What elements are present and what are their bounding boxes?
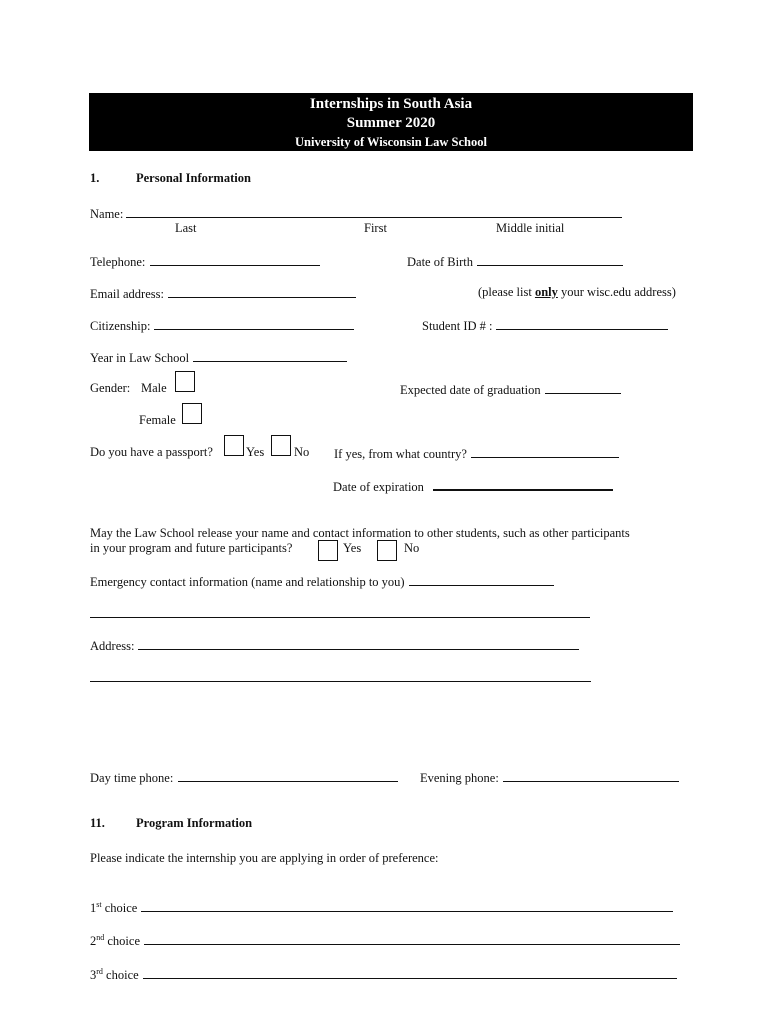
choice-2-suffix: nd [96, 932, 105, 942]
choice-3-label [90, 967, 139, 983]
name-row [90, 205, 622, 222]
telephone-label: Telephone: [90, 255, 146, 269]
passport-no-label: No [294, 445, 310, 459]
choice-1-word: choice [101, 901, 138, 915]
gender-male-label: Male [141, 381, 167, 395]
name-field[interactable] [126, 205, 622, 218]
emergency-field-line2[interactable] [90, 605, 590, 618]
gender-female-label: Female [139, 413, 176, 427]
choice-2-row [90, 932, 680, 949]
release-question-line2: in your program and future participants? [90, 541, 293, 555]
school-name: University of Wisconsin Law School [295, 135, 487, 149]
dob-row [407, 253, 623, 270]
student-id-field[interactable] [496, 317, 668, 330]
email-note-post: your wisc.edu address) [557, 285, 676, 299]
passport-country-label: If yes, from what country? [334, 447, 467, 461]
section-2-number: 11. [90, 816, 105, 830]
release-no-label: No [404, 541, 420, 555]
address-field-line2[interactable] [90, 669, 591, 682]
emergency-row [90, 573, 554, 590]
passport-expiration-row [333, 477, 613, 495]
gender-male-checkbox[interactable] [175, 371, 195, 392]
telephone-row [90, 253, 320, 270]
graduation-field[interactable] [545, 381, 621, 394]
choice-1-label [90, 900, 137, 916]
emergency-field-line2-wrap [90, 605, 590, 622]
email-row [90, 285, 356, 302]
section-2-title: Program Information [136, 816, 253, 830]
choice-1-suffix: st [96, 899, 102, 909]
address-field-line2-wrap [90, 669, 591, 686]
form-title: Internships in South Asia [309, 96, 473, 112]
day-phone-field[interactable] [178, 769, 398, 782]
passport-yes-label: Yes [246, 445, 265, 459]
choice-3-num: 3 [90, 968, 97, 982]
evening-phone-row [420, 769, 679, 786]
passport-country-field[interactable] [471, 445, 619, 458]
year-field[interactable] [193, 349, 347, 362]
passport-yes-checkbox[interactable] [224, 435, 244, 456]
gender-label: Gender: [90, 381, 131, 395]
evening-phone-label: Evening phone: [420, 771, 499, 785]
section-1-title: Personal Information [136, 171, 251, 185]
email-note-pre: (please list [478, 285, 535, 299]
choice-3-word: choice [102, 968, 139, 982]
email-field[interactable] [168, 285, 356, 298]
name-sub-last: Last [175, 221, 197, 235]
year-row [90, 349, 347, 366]
graduation-row [400, 381, 621, 398]
choice-2-field[interactable] [144, 932, 680, 945]
email-note-emphasis: only [534, 285, 558, 299]
citizenship-label: Citizenship: [90, 319, 151, 333]
choice-2-num: 2 [90, 934, 97, 948]
form-header [89, 93, 693, 151]
release-yes-checkbox[interactable] [318, 540, 338, 561]
name-label: Name: [90, 207, 124, 221]
passport-expiration-field[interactable] [433, 477, 613, 491]
address-field[interactable] [138, 637, 579, 650]
graduation-label: Expected date of graduation [400, 383, 541, 397]
address-row [90, 637, 579, 654]
release-yes-label: Yes [343, 541, 362, 555]
choice-1-field[interactable] [141, 899, 673, 912]
section-1-number: 1. [90, 171, 100, 185]
choice-1-row [90, 899, 673, 916]
citizenship-field[interactable] [154, 317, 354, 330]
release-question-line1: May the Law School release your name and contact information to other students, such as other participants [90, 526, 630, 540]
choice-3-field[interactable] [143, 966, 677, 979]
choice-1-num: 1 [90, 901, 97, 915]
citizenship-row [90, 317, 354, 334]
emergency-field[interactable] [409, 573, 554, 586]
student-id-row [422, 317, 668, 334]
student-id-label: Student ID # : [422, 319, 493, 333]
program-instruction: Please indicate the internship you are applying in order of preference: [90, 851, 439, 865]
passport-no-checkbox[interactable] [271, 435, 291, 456]
day-phone-row [90, 769, 398, 786]
telephone-field[interactable] [150, 253, 320, 266]
emergency-label: Emergency contact information (name and relationship to you) [90, 575, 405, 589]
address-label: Address: [90, 639, 135, 653]
name-sub-first: First [364, 221, 387, 235]
choice-2-word: choice [104, 934, 140, 948]
dob-field[interactable] [477, 253, 623, 266]
email-note [478, 285, 676, 300]
dob-label: Date of Birth [407, 255, 473, 269]
passport-expiration-label: Date of expiration [333, 480, 424, 494]
form-term: Summer 2020 [346, 115, 436, 131]
email-label: Email address: [90, 287, 164, 301]
passport-country-row [334, 445, 619, 462]
release-no-checkbox[interactable] [377, 540, 397, 561]
choice-3-suffix: rd [96, 966, 103, 976]
year-label: Year in Law School [90, 351, 190, 365]
name-sub-middle: Middle initial [496, 221, 565, 235]
choice-2-label [90, 933, 140, 949]
gender-female-checkbox[interactable] [182, 403, 202, 424]
choice-3-row [90, 966, 677, 983]
day-phone-label: Day time phone: [90, 771, 174, 785]
passport-label: Do you have a passport? [90, 445, 213, 459]
evening-phone-field[interactable] [503, 769, 679, 782]
